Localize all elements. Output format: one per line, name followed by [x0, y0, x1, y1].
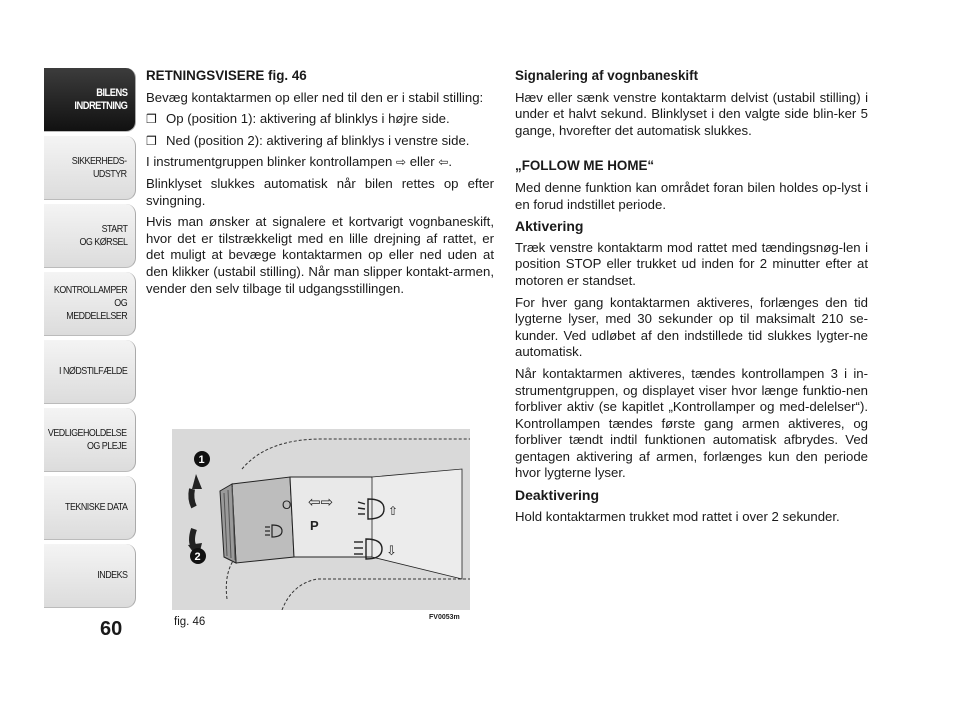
tab-label: INDEKS	[96, 569, 127, 581]
indicator-or: eller	[409, 154, 435, 170]
paragraph: Hvis man ønsker at signalere et kortvarigt vognbaneskift, hvor det er tilstrækkeligt med en lille drejning af rattet, er det muligt at bevæge kontaktarmen op eller ned uden at den klikker (ustabil stilling). Når man slipper kontakt-armen, vender den selv tilbage til udgangsstillingen.	[146, 214, 494, 296]
section-heading: „FOLLOW ME HOME“	[515, 158, 655, 174]
tab-label: START OG KØRSEL	[79, 222, 127, 248]
figure-code: FV0053m	[429, 614, 460, 621]
tab-tekniske-data[interactable]	[44, 476, 136, 540]
tab-kontrollamper[interactable]	[44, 272, 136, 336]
subheading: Deaktivering	[515, 487, 600, 504]
page-number: 60	[100, 618, 123, 640]
section-heading: RETNINGSVISERE fig. 46	[146, 68, 307, 83]
bullet-item	[146, 133, 494, 150]
paragraph: Når kontaktarmen aktiveres, tændes kontrollampen 3 i in-strumentgruppen, og displayet viser hvor længe funktio-nen forbliver aktiv (se kapitlet „Kontrollamper og med-delelser“). Kontrollampen tændes første gang armen aktiveres, og forbliver tændt indtil funktionen automatisk afbrydes. Ved gentagen aktivering af armen, forlænges kun den periode hvor lygterne lyser.	[515, 365, 868, 481]
tab-label: I NØDSTILFÆLDE	[58, 365, 127, 377]
subheading: Aktivering	[515, 218, 584, 235]
flash-down-arrow-icon: ⇩	[386, 544, 397, 559]
tab-label: TEKNISKE DATA	[64, 501, 127, 513]
indicator-text: I instrumentgruppen blinker kontrollampen	[146, 154, 393, 170]
left-column	[146, 68, 494, 302]
tab-vedligeholdelse[interactable]	[44, 408, 136, 472]
paragraph	[146, 154, 494, 171]
tab-label: KONTROLLAMPER OG MEDDELELSER	[53, 284, 127, 322]
paragraph: For hver gang kontaktarmen aktiveres, forlænges den tid lygterne lyser, med 30 sekunder op til maksimalt 210 se-kunder. Ved udløbet af den indstillede tid slukkes lygter-ne automatisk.	[515, 294, 868, 360]
figure-caption: fig. 46	[174, 616, 206, 628]
right-column	[515, 68, 868, 530]
section-heading: Signalering af vognbaneskift	[515, 68, 699, 83]
bullet-text: Op (position 1): aktivering af blinklys i højre side.	[166, 111, 450, 127]
bullet-item	[146, 111, 494, 128]
tab-label: VEDLIGEHOLDELSE OG PLEJE	[48, 426, 127, 452]
parking-light-icon: P	[310, 518, 319, 533]
chapter-tabs	[44, 68, 136, 612]
tab-start-og-korsel[interactable]	[44, 204, 136, 268]
checkbox-bullet-icon: ❒	[146, 133, 157, 148]
stalk-illustration	[172, 429, 470, 610]
paragraph: Bevæg kontaktarmen op eller ned til den er i stabil stilling:	[146, 89, 484, 105]
paragraph: Hæv eller sænk venstre kontaktarm delvist (ustabil stilling) i under et halvt sekund. Blinklyset i den valgte side blin-ker 5 gange, hvorefter det automatisk slukkes.	[515, 89, 868, 138]
arrow-right-icon: ⇨	[395, 155, 407, 170]
figure-marker-1: 1	[198, 454, 205, 466]
checkbox-bullet-icon: ❒	[146, 112, 157, 127]
turn-signal-arrows-icon: ⇦⇨	[308, 493, 334, 511]
paragraph: Blinklyset slukkes automatisk når bilen rettes op efter svingning.	[146, 175, 494, 208]
tab-sikkerhedsudstyr[interactable]	[44, 136, 136, 200]
figure-marker-2: 2	[194, 551, 201, 563]
tab-indeks[interactable]	[44, 544, 136, 608]
paragraph: Med denne funktion kan området foran bilen holdes op-lyst i en forud indstillet periode.	[515, 179, 868, 212]
indicator-end: .	[448, 154, 453, 170]
bullet-text: Ned (position 2): aktivering af blinklys i venstre side.	[166, 132, 470, 148]
tab-bilens-indretning[interactable]	[44, 68, 136, 132]
paragraph: Hold kontaktarmen trukket mod rattet i over 2 sekunder.	[515, 508, 840, 524]
arrow-left-icon: ⇦	[438, 155, 449, 170]
tab-label: SIKKERHEDS- UDSTYR	[72, 154, 127, 180]
stalk-off-symbol: O	[282, 498, 292, 512]
tab-nodstilfaelde[interactable]	[44, 340, 136, 404]
figure-46	[172, 429, 470, 610]
flash-up-arrow-icon: ⇧	[388, 504, 399, 518]
paragraph: Træk venstre kontaktarm mod rattet med tændingsnøg-len i position STOP eller trukket ud inden for 2 minutter efter at motoren er standset.	[515, 239, 868, 288]
tab-label: BILENS INDRETNING	[73, 86, 127, 112]
